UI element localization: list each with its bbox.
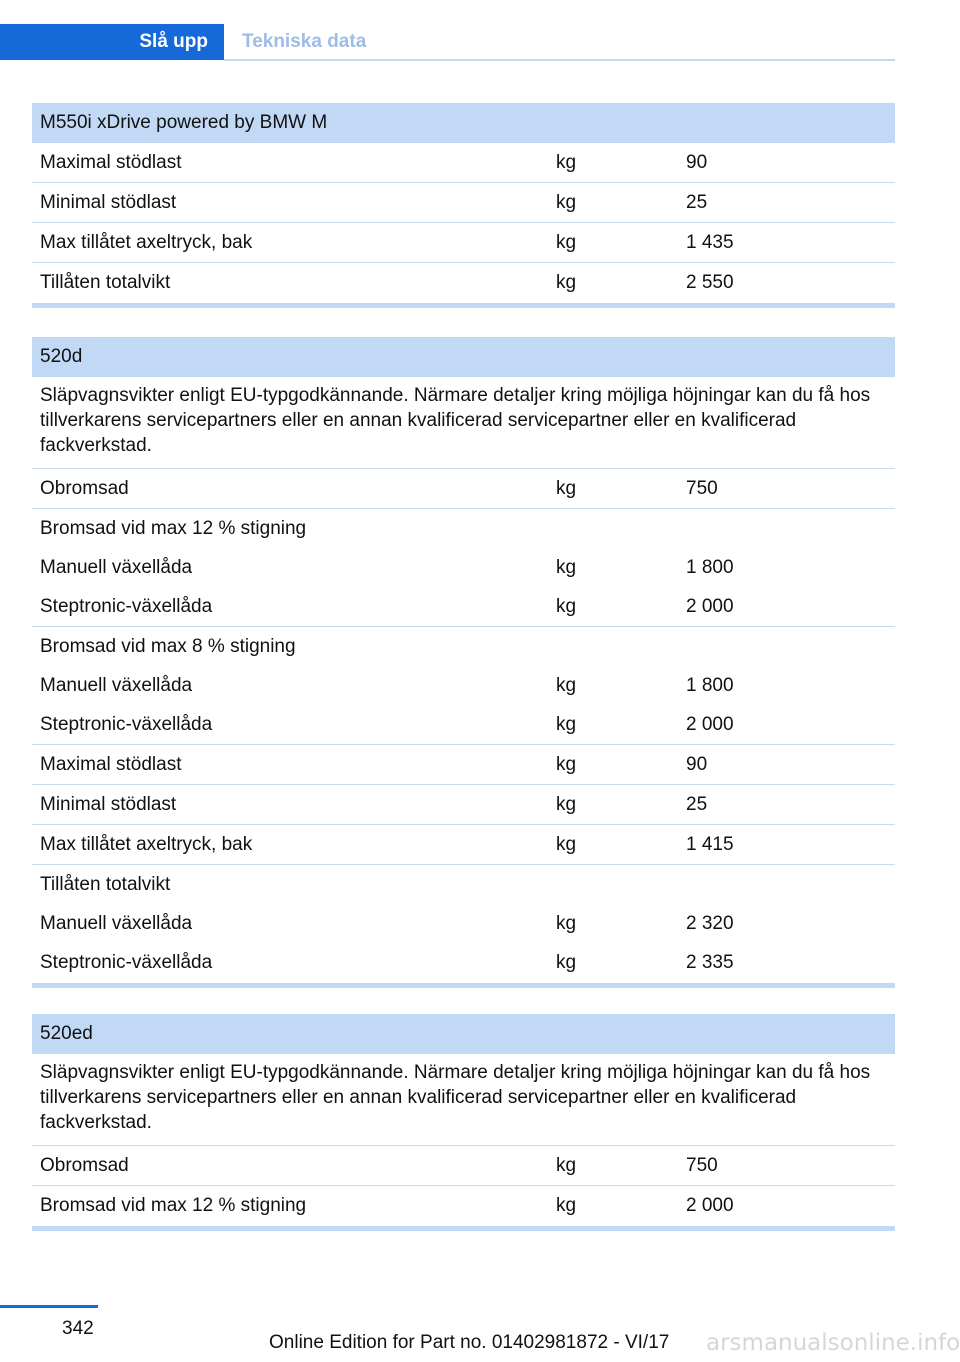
row-value: 2 000 (686, 596, 734, 617)
row-label: Minimal stödlast (40, 794, 177, 815)
row-unit: kg (556, 754, 577, 775)
row-label: Manuell växellåda (40, 913, 193, 934)
row-unit: kg (556, 952, 577, 973)
table-row-group-heading (32, 865, 895, 904)
table-row (32, 904, 895, 943)
row-label: Manuell växellåda (40, 557, 193, 578)
row-unit: kg (556, 913, 577, 934)
row-unit: kg (556, 478, 577, 499)
table-row (32, 943, 895, 983)
footer-accent-line (0, 1305, 98, 1308)
spec-table-m550i (32, 103, 895, 308)
table-bottom-rule (32, 303, 895, 308)
table-row (32, 143, 895, 183)
table-row (32, 666, 895, 705)
row-label: Tillåten totalvikt (40, 272, 171, 293)
table-row (32, 548, 895, 587)
row-value: 2 320 (686, 913, 734, 934)
row-value: 25 (686, 794, 708, 815)
row-unit: kg (556, 714, 577, 735)
table-row (32, 825, 895, 865)
watermark: arsmanualsonline.info (706, 1330, 960, 1356)
table-note: Släpvagnsvikter enligt EU-typgodkännande. Närmare detaljer kring möjliga höjningar kan du få hos tillverkarens servicepartners eller en annan kvalificerad servicepartner eller en kvalificerad fackverkstad. (32, 377, 895, 469)
table-bottom-rule (32, 1226, 895, 1231)
table-row (32, 223, 895, 263)
row-unit: kg (556, 1195, 577, 1216)
row-unit: kg (556, 596, 577, 617)
row-value: 750 (686, 1155, 718, 1176)
row-unit: kg (556, 272, 577, 293)
row-value: 1 415 (686, 834, 734, 855)
row-label: Bromsad vid max 12 % stigning (40, 1195, 307, 1216)
table-title: 520ed (32, 1014, 895, 1054)
tab-tekniska-data[interactable]: Tekniska data (242, 31, 367, 52)
table-row (32, 469, 895, 509)
row-label: Obromsad (40, 478, 129, 499)
row-value: 2 000 (686, 714, 734, 735)
row-label: Steptronic-växellåda (40, 596, 213, 617)
row-label: Minimal stödlast (40, 192, 177, 213)
row-value: 2 550 (686, 272, 734, 293)
table-bottom-rule (32, 983, 895, 988)
row-label: Maximal stödlast (40, 754, 182, 775)
edition-note: Online Edition for Part no. 01402981872 - VI/17 (269, 1332, 670, 1353)
header-divider (224, 59, 895, 61)
row-label: Bromsad vid max 8 % stigning (40, 636, 296, 657)
row-value: 25 (686, 192, 708, 213)
row-value: 1 800 (686, 557, 734, 578)
table-row (32, 1186, 895, 1226)
row-label: Steptronic-växellåda (40, 714, 213, 735)
row-value: 1 435 (686, 232, 734, 253)
row-unit: kg (556, 675, 577, 696)
spec-table-520d (32, 337, 895, 988)
row-value: 1 800 (686, 675, 734, 696)
table-row-group-heading (32, 627, 895, 666)
table-title: 520d (32, 337, 895, 377)
row-label: Steptronic-växellåda (40, 952, 213, 973)
row-unit: kg (556, 232, 577, 253)
page-number: 342 (62, 1318, 94, 1339)
row-value: 2 335 (686, 952, 734, 973)
table-row (32, 183, 895, 223)
table-note: Släpvagnsvikter enligt EU-typgodkännande. Närmare detaljer kring möjliga höjningar kan du få hos tillverkarens servicepartners eller en annan kvalificerad servicepartner eller en kvalificerad fackverkstad. (32, 1054, 895, 1146)
row-label: Max tillåtet axeltryck, bak (40, 232, 253, 253)
table-row (32, 587, 895, 627)
row-unit: kg (556, 192, 577, 213)
spec-table-520ed (32, 1014, 895, 1231)
page-header (0, 24, 895, 62)
row-label: Bromsad vid max 12 % stigning (40, 518, 307, 539)
row-value: 750 (686, 478, 718, 499)
row-unit: kg (556, 557, 577, 578)
row-value: 2 000 (686, 1195, 734, 1216)
row-unit: kg (556, 834, 577, 855)
row-value: 90 (686, 152, 708, 173)
table-row (32, 263, 895, 303)
row-label: Obromsad (40, 1155, 129, 1176)
tab-sla-upp[interactable]: Slå upp (0, 24, 224, 60)
table-title: M550i xDrive powered by BMW M (32, 103, 895, 143)
table-row (32, 705, 895, 745)
row-unit: kg (556, 152, 577, 173)
table-row (32, 785, 895, 825)
table-row (32, 1146, 895, 1186)
table-row-group-heading (32, 509, 895, 548)
table-row (32, 745, 895, 785)
row-label: Max tillåtet axeltryck, bak (40, 834, 253, 855)
row-label: Maximal stödlast (40, 152, 182, 173)
row-label: Manuell växellåda (40, 675, 193, 696)
row-unit: kg (556, 1155, 577, 1176)
row-unit: kg (556, 794, 577, 815)
row-label: Tillåten totalvikt (40, 874, 171, 895)
row-value: 90 (686, 754, 708, 775)
